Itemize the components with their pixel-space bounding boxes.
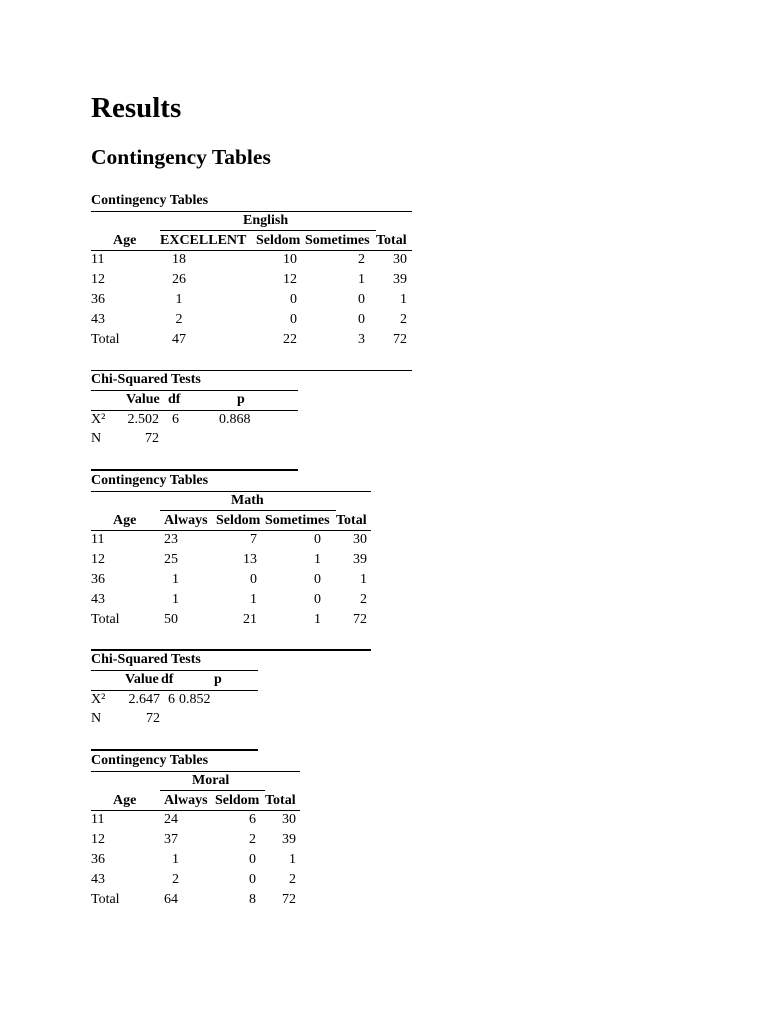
group-rule xyxy=(160,230,376,231)
col-header-df: df xyxy=(161,672,174,687)
col-header-sometimes: Sometimes xyxy=(265,513,330,528)
table-title: Contingency Tables xyxy=(91,753,209,768)
col-header-age: Age xyxy=(113,793,137,808)
table-title: Chi-Squared Tests xyxy=(91,372,201,387)
table-top-rule xyxy=(91,390,298,391)
table-bottom-rule xyxy=(91,370,412,371)
col-header-age: Age xyxy=(113,233,137,248)
table-top-rule xyxy=(91,670,258,671)
col-header-total: Total xyxy=(376,233,407,248)
group-header-math: Math xyxy=(231,493,264,508)
col-header-total: Total xyxy=(336,513,367,528)
table-top-rule xyxy=(91,211,412,212)
chi-squared-table-math: Chi-Squared Tests Value df p X² 2.647 6 0.852 N 72 xyxy=(91,652,261,732)
table-bottom-rule xyxy=(91,469,298,471)
col-header-total: Total xyxy=(265,793,296,808)
col-header-seldom: Seldom xyxy=(215,793,260,808)
col-header-seldom: Seldom xyxy=(216,513,261,528)
table-title: Contingency Tables xyxy=(91,193,209,208)
col-header-df: df xyxy=(168,392,181,407)
col-header-value: Value xyxy=(126,392,160,407)
group-rule xyxy=(160,510,336,511)
col-header-p: p xyxy=(237,392,245,407)
col-header-value: Value xyxy=(125,672,159,687)
col-header-always: Always xyxy=(164,793,208,808)
english-contingency-table: Contingency Tables English Age EXCELLENT Seldom Sometimes Total 11 18 10 2 30 12 26 12 1 39 36 1 0 0 1 43 2 0 0 2 Total 47 22 3 72 xyxy=(91,193,413,353)
section-heading: Contingency Tables xyxy=(91,145,271,169)
header-rule xyxy=(91,530,371,531)
group-header-moral: Moral xyxy=(192,773,230,788)
group-rule xyxy=(160,790,265,791)
table-bottom-rule xyxy=(91,649,371,651)
table-title: Chi-Squared Tests xyxy=(91,652,201,667)
group-header-english: English xyxy=(243,213,289,228)
col-header-excellent: EXCELLENT xyxy=(160,233,247,248)
header-rule xyxy=(91,810,300,811)
header-rule xyxy=(91,410,298,411)
chi-squared-table-english: Chi-Squared Tests Value df p X² 2.502 6 0.868 N 72 xyxy=(91,372,301,452)
col-header-sometimes: Sometimes xyxy=(305,233,370,248)
table-top-rule xyxy=(91,771,300,772)
col-header-always: Always xyxy=(164,513,208,528)
header-rule xyxy=(91,690,258,691)
header-rule xyxy=(91,250,412,251)
math-contingency-table: Contingency Tables Math Age Always Seldom Sometimes Total 11 23 7 0 30 12 25 13 1 39 36 1 0 0 1 43 1 1 0 2 Total 50 21 1 72 xyxy=(91,473,373,633)
table-top-rule xyxy=(91,491,371,492)
table-title: Contingency Tables xyxy=(91,473,209,488)
col-header-p: p xyxy=(214,672,222,687)
page-heading: Results xyxy=(91,92,182,124)
col-header-age: Age xyxy=(113,513,137,528)
col-header-seldom: Seldom xyxy=(256,233,301,248)
moral-contingency-table: Contingency Tables Moral Age Always Seldom Total 11 24 6 30 12 37 2 39 36 1 0 1 43 2 0 2 Total 64 8 72 xyxy=(91,753,303,913)
table-bottom-rule xyxy=(91,749,258,751)
